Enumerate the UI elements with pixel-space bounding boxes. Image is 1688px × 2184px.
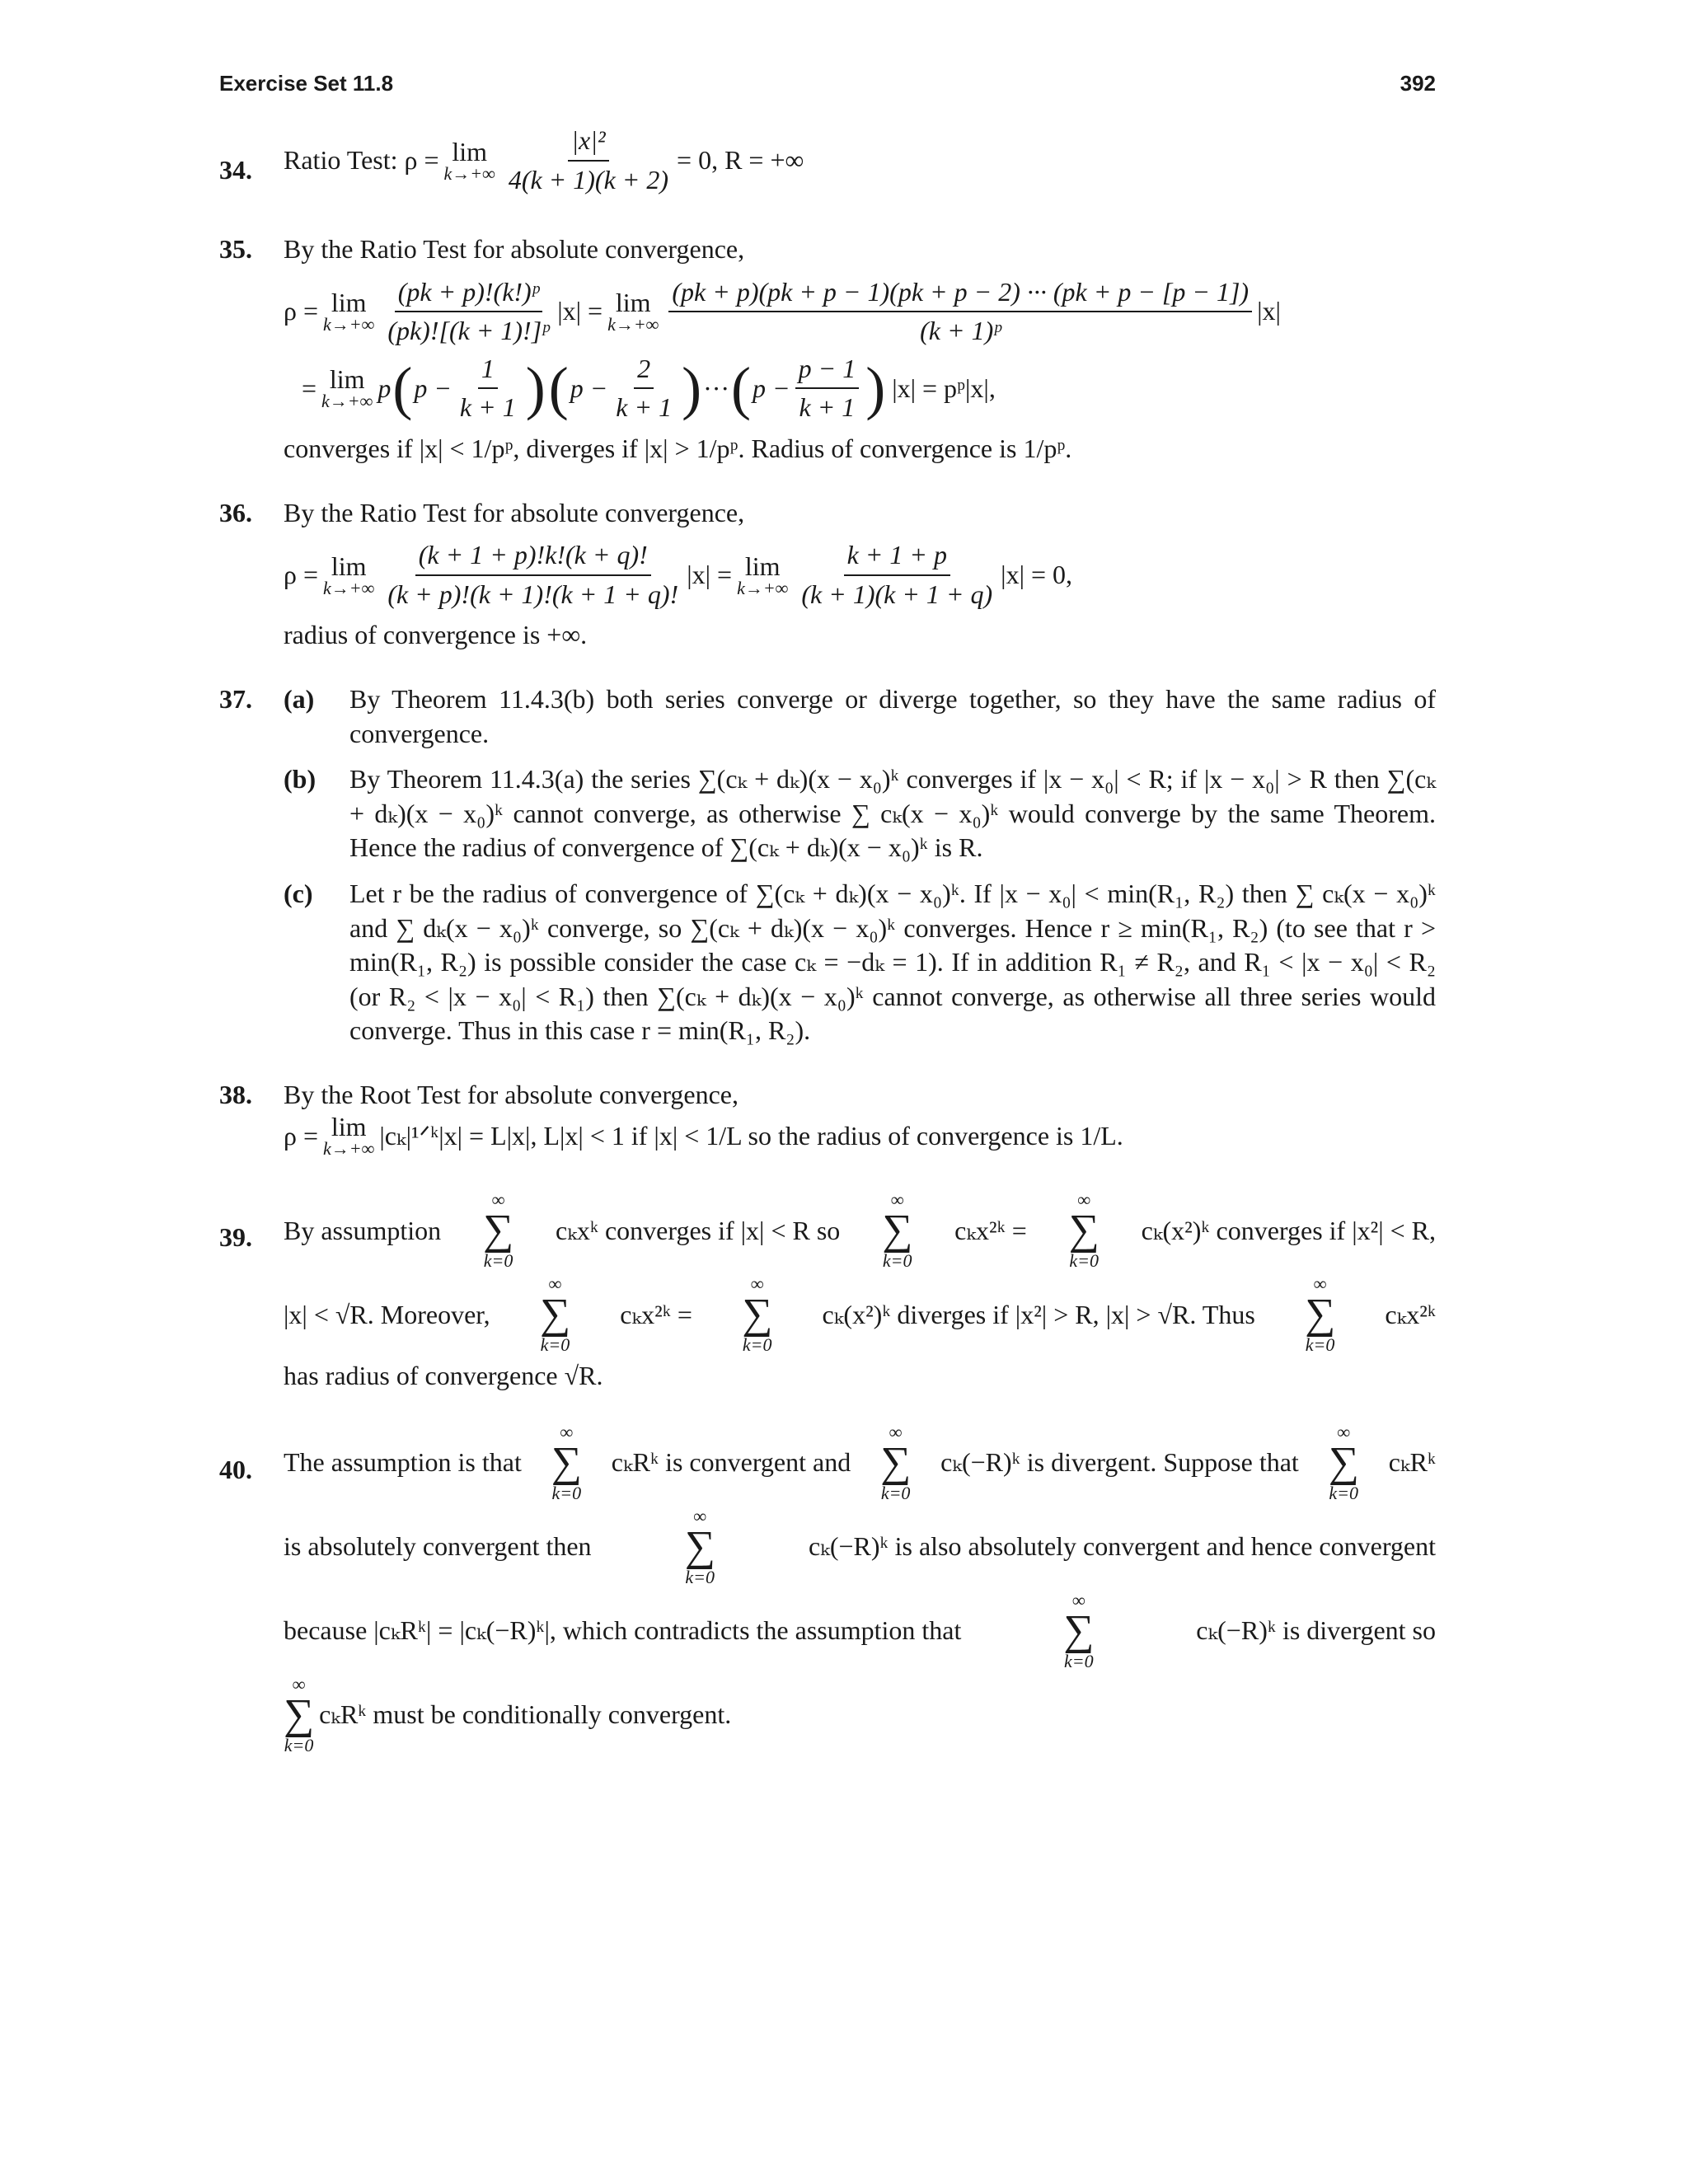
sum-lower: k=0	[551, 1483, 582, 1504]
denominator: (pk)![(k + 1)!]ᵖ	[387, 316, 550, 346]
problem-number: 34.	[219, 155, 252, 185]
text: cₖRᵏ	[1388, 1447, 1436, 1478]
sum-lower: k=0	[540, 1334, 570, 1356]
line-4	[284, 1675, 1436, 1755]
text: cₖ(−R)ᵏ is divergent. Suppose that	[940, 1447, 1299, 1478]
numerator: (pk + p)(pk + p − 1)(pk + p − 2) ··· (pk + p − [p − 1])	[668, 275, 1252, 313]
conclusion-text: converges if |x| < 1/pᵖ, diverges if |x| > 1/pᵖ. Radius of convergence is 1/pᵖ.	[284, 433, 1072, 463]
part-label: (a)	[284, 683, 315, 714]
sum-upper: ∞	[548, 1273, 562, 1295]
numerator: |x|²	[568, 124, 608, 162]
limit	[323, 1113, 374, 1158]
sum-upper: ∞	[889, 1422, 903, 1443]
text: ···	[703, 373, 730, 403]
sigma-symbol: ∑	[1068, 1207, 1100, 1254]
sigma-symbol: ∑	[880, 1439, 912, 1487]
sigma-symbol: ∑	[1305, 1291, 1336, 1338]
fraction	[612, 352, 675, 425]
equation-line-1	[284, 275, 1436, 349]
sum-lower: k=0	[742, 1334, 772, 1356]
fraction	[505, 124, 672, 197]
problem-35	[219, 232, 1436, 466]
text: ρ =	[284, 559, 319, 589]
fraction	[798, 538, 996, 612]
problem-number: 37.	[219, 683, 252, 714]
limit	[321, 366, 373, 410]
summation	[1305, 1275, 1335, 1354]
numerator: 1	[478, 352, 498, 390]
sum-upper: ∞	[693, 1506, 707, 1527]
equation	[284, 1113, 1436, 1158]
text: cₖxᵏ converges if |x| < R so	[555, 1215, 841, 1245]
summation	[284, 1675, 314, 1755]
text: because |cₖRᵏ| = |cₖ(−R)ᵏ|, which contradicts the assumption that	[284, 1615, 962, 1646]
sum-lower: k=0	[1305, 1334, 1335, 1356]
text: cₖ(−R)ᵏ is also absolutely convergent and hence convergent	[808, 1531, 1436, 1562]
limit	[323, 553, 374, 598]
sum-lower: k=0	[1064, 1651, 1094, 1672]
part-label: (c)	[284, 878, 313, 908]
lim-subscript: k→+∞	[607, 314, 659, 335]
paren-open: (	[731, 354, 752, 421]
text: cₖx²ᵏ =	[954, 1215, 1027, 1245]
text: =	[302, 373, 317, 403]
numerator: (k + 1 + p)!k!(k + q)!	[415, 538, 651, 576]
summation	[540, 1275, 570, 1354]
part-text: Let r be the radius of convergence of ∑(cₖ + dₖ)(x − x₀)ᵏ. If |x − x₀| < min(R₁, R₂) then ∑ cₖ(x − x₀)ᵏ and ∑ dₖ(x − x₀)ᵏ converge, so ∑(cₖ + dₖ)(x − x₀)ᵏ converges. Hence r ≥ min(R₁, R₂) (to see that r > min(R₁, R₂) is possible consider the case cₖ = −dₖ = 1). If in addition R₁ ≠ R₂, and R₁ < |x − x₀| < R₂ (or R₂ < |x − x₀| < R₁) then ∑(cₖ + dₖ)(x − x₀)ᵏ cannot converge, as otherwise all three series would converge. Thus in this case r = min(R₁, R₂).	[349, 878, 1436, 1046]
part-text: By Theorem 11.4.3(a) the series ∑(cₖ + dₖ)(x − x₀)ᵏ converges if |x − x₀| < R; if |x − x₀| > R then ∑(cₖ + dₖ)(x − x₀)ᵏ cannot converge, as otherwise ∑ cₖ(x − x₀)ᵏ would converge by the same Theorem. Hence the radius of convergence of ∑(cₖ + dₖ)(x − x₀)ᵏ is R.	[349, 764, 1436, 863]
denominator: 4(k + 1)(k + 2)	[508, 164, 669, 194]
limit	[737, 553, 788, 598]
lim-label: lim	[331, 288, 367, 318]
numerator: k + 1 + p	[844, 538, 950, 576]
text: |x| < √R. Moreover,	[284, 1299, 490, 1329]
lim-subscript: k→+∞	[321, 391, 373, 412]
equation	[284, 538, 1436, 612]
summation	[882, 1191, 912, 1270]
lim-subscript: k→+∞	[737, 577, 789, 598]
lim-subscript: k→+∞	[323, 1138, 375, 1160]
text: p	[377, 373, 392, 403]
fraction	[384, 538, 682, 612]
sum-lower: k=0	[882, 1250, 912, 1272]
page-content	[219, 124, 1436, 1755]
text: |x| =	[557, 296, 603, 326]
fraction	[457, 352, 519, 425]
lim-label: lim	[329, 364, 365, 395]
text: |x| = pᵖ|x|,	[892, 373, 996, 403]
sigma-symbol: ∑	[551, 1439, 582, 1487]
problem-39	[219, 1191, 1436, 1394]
sum-upper: ∞	[1071, 1590, 1085, 1611]
problem-40	[219, 1423, 1436, 1755]
summation	[742, 1275, 772, 1354]
numerator: 2	[634, 352, 654, 390]
sigma-symbol: ∑	[284, 1691, 315, 1739]
lim-subscript: k→+∞	[323, 577, 375, 598]
problem-number: 35.	[219, 234, 252, 264]
line-2	[284, 1507, 1436, 1586]
part-b	[219, 762, 1436, 865]
limit	[607, 289, 659, 334]
numerator: p − 1	[795, 352, 860, 390]
text: p −	[570, 373, 608, 403]
problem-number: 39.	[219, 1222, 252, 1253]
problem-37	[219, 682, 1436, 1048]
sum-lower: k=0	[483, 1250, 513, 1272]
sum-upper: ∞	[750, 1273, 764, 1295]
section-header: Exercise Set 11.8	[219, 71, 394, 96]
lim-label: lim	[744, 551, 781, 581]
paren-close: )	[682, 354, 702, 421]
denominator: (k + 1)ᵖ	[920, 316, 1001, 346]
sigma-symbol: ∑	[684, 1523, 715, 1571]
page-number: 392	[1400, 71, 1436, 96]
text: The assumption is that	[284, 1447, 522, 1478]
paren-open: (	[548, 354, 569, 421]
sum-lower: k=0	[1329, 1483, 1359, 1504]
text: cₖRᵏ must be conditionally convergent.	[319, 1699, 732, 1730]
text: cₖx²ᵏ	[1385, 1299, 1436, 1329]
fraction	[795, 352, 860, 425]
intro-text: By the Ratio Test for absolute convergence,	[284, 234, 745, 264]
summation	[1069, 1191, 1100, 1270]
problem-34	[219, 124, 1436, 213]
part-label: (b)	[284, 764, 316, 794]
text: cₖ(x²)ᵏ converges if |x²| < R,	[1141, 1215, 1436, 1245]
summation	[1063, 1591, 1094, 1671]
problem-number: 36.	[219, 497, 252, 527]
sum-upper: ∞	[1313, 1273, 1327, 1295]
limit	[444, 138, 495, 183]
fraction	[384, 275, 552, 349]
fraction	[668, 275, 1252, 349]
paren-open: (	[392, 354, 413, 421]
text: ρ =	[284, 1120, 319, 1151]
intro-text: By the Root Test for absolute convergence,	[284, 1079, 738, 1109]
lim-subscript: k→+∞	[323, 314, 375, 335]
numerator: (pk + p)!(k!)ᵖ	[395, 275, 542, 313]
sum-lower: k=0	[1069, 1250, 1099, 1272]
text: p −	[753, 373, 790, 403]
sum-upper: ∞	[890, 1189, 904, 1211]
summation	[880, 1423, 911, 1502]
text: |x| = 0,	[1001, 559, 1073, 589]
summation	[551, 1423, 582, 1502]
problem-number: 40.	[219, 1455, 252, 1485]
intro-text: By the Ratio Test for absolute convergence,	[284, 497, 745, 527]
part-c	[219, 877, 1436, 1048]
lim-subscript: k→+∞	[443, 162, 495, 184]
limit	[323, 289, 374, 334]
line-2	[284, 1275, 1436, 1354]
sigma-symbol: ∑	[882, 1207, 913, 1254]
denominator: (k + p)!(k + 1)!(k + 1 + q)!	[387, 579, 679, 609]
problem-38	[219, 1078, 1436, 1159]
sigma-symbol: ∑	[539, 1291, 571, 1338]
text: ρ =	[284, 296, 319, 326]
summation	[1329, 1423, 1359, 1502]
sum-lower: k=0	[685, 1567, 715, 1588]
denominator: k + 1	[616, 392, 673, 423]
denominator: (k + 1)(k + 1 + q)	[801, 579, 993, 609]
problem-number: 38.	[219, 1079, 252, 1109]
sigma-symbol: ∑	[483, 1207, 514, 1254]
text: cₖx²ᵏ =	[620, 1299, 692, 1329]
paren-close: )	[525, 354, 546, 421]
sigma-symbol: ∑	[1063, 1607, 1095, 1655]
denominator: k + 1	[459, 392, 516, 423]
conclusion-text: has radius of convergence √R.	[284, 1361, 603, 1391]
text: By assumption	[284, 1215, 442, 1245]
lim-label: lim	[331, 1112, 367, 1142]
text: Ratio Test: ρ =	[284, 144, 439, 175]
sum-upper: ∞	[491, 1189, 505, 1211]
line-1	[284, 1191, 1436, 1270]
text: cₖ(−R)ᵏ is divergent so	[1196, 1615, 1436, 1646]
lim-label: lim	[615, 288, 651, 318]
denominator: k + 1	[799, 392, 856, 423]
sum-upper: ∞	[1337, 1422, 1351, 1443]
line-3	[284, 1591, 1436, 1671]
problem-36	[219, 496, 1436, 653]
text: |x|	[1257, 296, 1281, 326]
equation	[284, 124, 1436, 197]
text: = 0, R = +∞	[677, 144, 804, 175]
sum-upper: ∞	[292, 1674, 306, 1695]
part-text: By Theorem 11.4.3(b) both series converge or diverge together, so they have the same radius of convergence.	[349, 683, 1436, 748]
sum-upper: ∞	[560, 1422, 574, 1443]
summation	[483, 1191, 513, 1270]
lim-label: lim	[331, 551, 367, 581]
conclusion-text: radius of convergence is +∞.	[284, 620, 588, 650]
sum-lower: k=0	[284, 1735, 314, 1756]
text: |x| =	[687, 559, 733, 589]
part-a	[219, 682, 1436, 751]
text: p −	[414, 373, 452, 403]
text: cₖ(x²)ᵏ diverges if |x²| > R, |x| > √R. Thus	[822, 1299, 1255, 1329]
paren-close: )	[865, 354, 886, 421]
line-1	[284, 1423, 1436, 1502]
summation	[685, 1507, 715, 1586]
sigma-symbol: ∑	[742, 1291, 773, 1338]
text: |cₖ|¹ᐟᵏ|x| = L|x|, L|x| < 1 if |x| < 1/L so the radius of convergence is 1/L.	[379, 1120, 1123, 1151]
sum-lower: k=0	[880, 1483, 911, 1504]
sum-upper: ∞	[1077, 1189, 1091, 1211]
text: cₖRᵏ is convergent and	[611, 1447, 851, 1478]
text: is absolutely convergent then	[284, 1531, 592, 1562]
equation-line-2	[284, 352, 1436, 425]
lim-label: lim	[452, 136, 487, 166]
sigma-symbol: ∑	[1328, 1439, 1359, 1487]
